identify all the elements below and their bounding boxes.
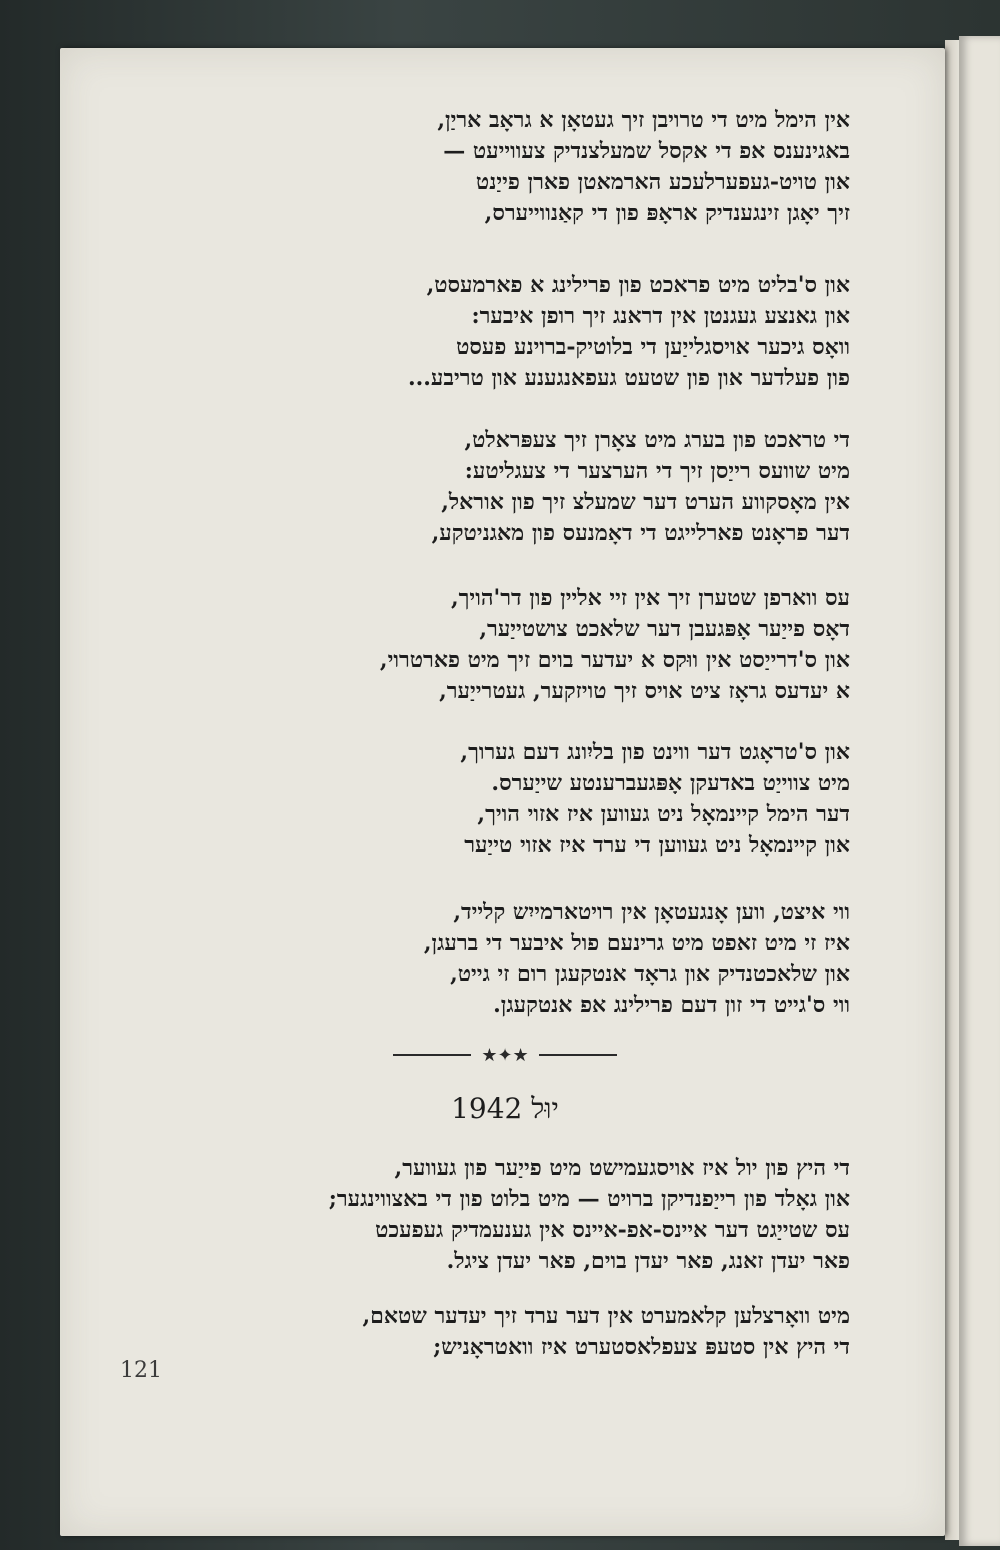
- poem-line: ווי ס'גייט די זון דעם פרילינג אפ אנטקעגן.: [493, 992, 850, 1018]
- poem-line: זיך יאָגן זינגענדיק אראָפּ פון די קאַנווייערס,: [484, 200, 850, 226]
- poem-line: אין מאָסקווע הערט דער שמעלצ זיך פון אוראל,: [441, 489, 850, 515]
- poem-line: וואָס גיכער אויסגלייַען די בלוטיק-ברוינע פעסט: [456, 334, 850, 360]
- poem-line: פאר יעדן זאנג, פאר יעדן בוים, פאר יעדן ציגל.: [446, 1248, 850, 1274]
- poem-line: דער פראָנט פארלייגט די דאָמנעס פון מאגניטקע,: [431, 520, 850, 546]
- stanza: [120, 105, 850, 229]
- poem-line: און גאנצע געגנטן אין דראנג זיך רופן איבער:: [471, 303, 850, 329]
- next-page: [959, 36, 1000, 1546]
- stanza: [120, 897, 850, 1021]
- stanza: [120, 270, 850, 394]
- divider-rule: [539, 1054, 617, 1056]
- poem-line: מיט צווייַט באדעקן אָפּגעברענטע שייַערס.: [491, 770, 850, 796]
- poem-line: און ס'טראָגט דער ווינט פון בליִונג דעם גערוך,: [460, 739, 850, 765]
- poem-line: עס שטייַגט דער איינס-אפ-איינס אין גענעמדיק געפעכט: [375, 1217, 850, 1243]
- poem-line: עס ווארפן שטערן זיך אין זיי אליין פון דר'הויך,: [450, 585, 850, 611]
- poem-line: די טראכט פון בערג מיט צאָרן זיך צעפּראלט,: [464, 427, 850, 453]
- poem-line: א יעדעס גראָז ציט אויס זיך טויזקער, געטרייַער,: [439, 678, 850, 704]
- poem-line: און גאָלד פון רייַפנדיקן ברויט — מיט בלוט פון די באצווינגער;: [328, 1186, 850, 1212]
- poem-line: און ס'בליט מיט פראכט פון פרילינג א פארמעסט,: [426, 272, 850, 298]
- stanza: [120, 1301, 850, 1363]
- poem-title: יוּל 1942: [451, 1092, 559, 1125]
- stanza: [120, 425, 850, 549]
- stanza: [120, 1153, 850, 1277]
- poem-line: און שלאכטנדיק און גראָד אנטקעגן רום זי גייט,: [450, 961, 850, 987]
- poem-line: דאָס פייַער אָפּגעבן דער שלאכט צושטייַער,: [479, 616, 850, 642]
- poem-line: אין הימל מיט די טרויבן זיך געטאָן א גראָב אריַן,: [437, 107, 850, 133]
- poem-line: מיט שוועס רייַסן זיך די הערצער די צעגליטע:: [464, 458, 850, 484]
- poem-line: און ס'דרייַסט אין ווּקס א יעדער בוים זיך מיט פארטרוי,: [379, 647, 850, 673]
- poem-line: פון פעלדער און פון שטעט געפאנגענע און טריבע...: [407, 365, 850, 391]
- next-page-edge: [945, 40, 959, 1540]
- section-divider: [380, 1045, 630, 1065]
- poem-line: די היץ אין סטעפּ צעפלאסטערט איז וואטראָניש;: [433, 1334, 850, 1360]
- poem-line: מיט וואָרצלען קלאמערט אין דער ערד זיך יעדער שטאם,: [362, 1303, 850, 1329]
- poem-line: ווי איצט, ווען אָנגעטאָן אין רויטארמייִש קלייד,: [453, 899, 850, 925]
- poem-line: דער הימל קיינמאָל ניט געווען איז אזוי הויך,: [477, 801, 850, 827]
- poem-line: איז זי מיט זאפט מיט גרינעם פול איבער די ברעגן,: [423, 930, 850, 956]
- poem-line: באגינענס אפ די אקסל שמעלצנדיק צעווייעט —: [443, 138, 850, 164]
- stanza: [120, 583, 850, 707]
- poem-line: די היץ פון יול איז אויסגעמישט מיט פייַער פון געווער,: [394, 1155, 850, 1181]
- page-number: 121: [120, 1358, 162, 1383]
- poem-line: און טויט-געפערלעכע הארמאטן פארן פייַנט: [475, 169, 850, 195]
- stanza: [120, 737, 850, 861]
- star-ornament-icon: ★✦★: [481, 1044, 529, 1066]
- poem-line: און קיינמאָל ניט געווען די ערד איז אזוי טייַער: [464, 832, 850, 858]
- divider-rule: [393, 1054, 471, 1056]
